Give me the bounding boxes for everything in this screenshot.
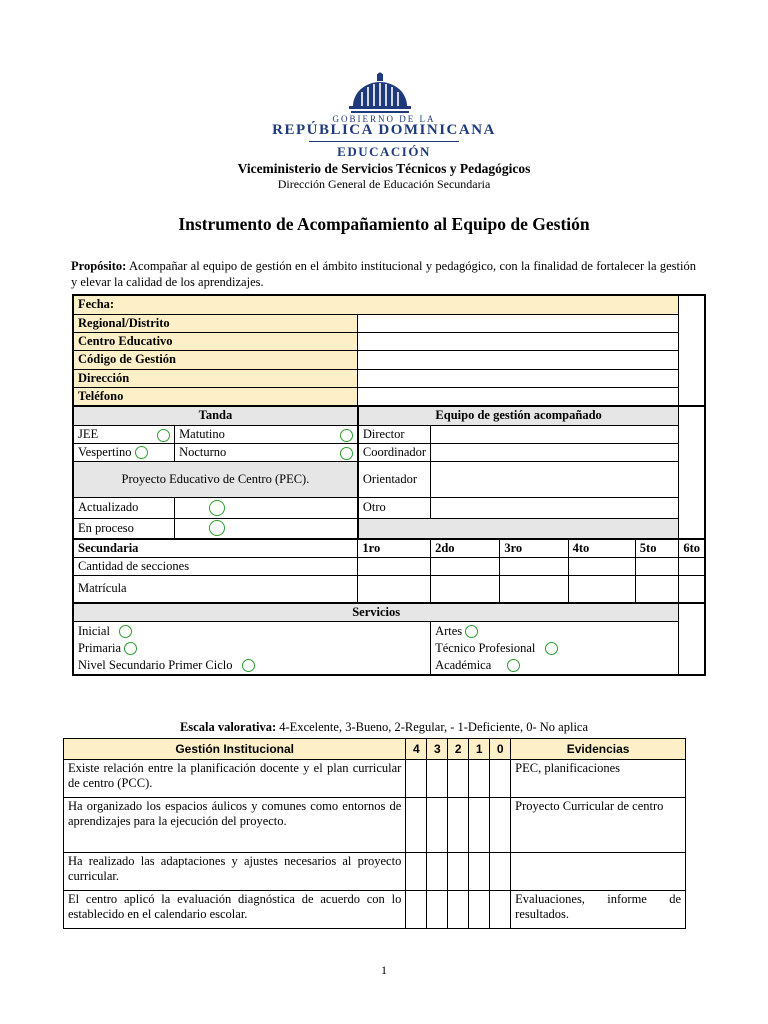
- score-cell[interactable]: [469, 853, 490, 891]
- equipo-orientador-value[interactable]: [431, 461, 679, 497]
- grade-header: 6to: [679, 539, 705, 557]
- servicios-title: Servicios: [73, 603, 679, 621]
- score-cell[interactable]: [490, 760, 511, 798]
- field-centro-value[interactable]: [358, 332, 679, 350]
- scale-label: Escala valorativa:: [179, 720, 277, 734]
- purpose-text: Acompañar al equipo de gestión en el ámbito institucional y pedagógico, con la finalidad de fortalecer la gestión y elevar la calidad de los aprendizajes.: [71, 259, 696, 289]
- field-direccion-label: Dirección: [73, 369, 358, 387]
- servicio-inicial-label: Inicial: [78, 623, 110, 638]
- score-cell[interactable]: [406, 853, 427, 891]
- pec-actualizado-label: Actualizado: [73, 497, 175, 518]
- secciones-cell[interactable]: [679, 557, 705, 575]
- gestion-table: [63, 738, 686, 929]
- scale-text: 4-Excelente, 3-Bueno, 2-Regular, - 1-Deficiente, 0- No aplica: [276, 720, 589, 734]
- radio-circle-icon[interactable]: [340, 447, 353, 460]
- header-gobierno: GOBIERNO DE LA: [332, 114, 436, 124]
- grade-header: 5to: [635, 539, 679, 557]
- evidence-cell[interactable]: [511, 853, 686, 891]
- evidence-cell[interactable]: Proyecto Curricular de centro: [511, 798, 686, 853]
- purpose-label: Propósito:: [71, 259, 127, 273]
- evidence-cell[interactable]: Evaluaciones, informe de resultados.: [511, 891, 686, 929]
- grade-header: 1ro: [358, 539, 431, 557]
- pec-title: Proyecto Educativo de Centro (PEC).: [73, 461, 358, 497]
- tanda-jee[interactable]: [73, 425, 175, 443]
- servicios-right: [431, 621, 679, 675]
- tanda-nocturno[interactable]: [175, 443, 358, 461]
- servicio-nivel-sec-label: Nivel Secundario Primer Ciclo: [78, 657, 233, 672]
- gestion-header: Gestión Institucional: [64, 739, 406, 760]
- radio-circle-icon[interactable]: [135, 446, 148, 459]
- score-header: 4: [406, 739, 427, 760]
- matricula-cell[interactable]: [358, 575, 431, 603]
- header-direccion: Dirección General de Educación Secundaria: [277, 177, 491, 191]
- equipo-otro-value[interactable]: [431, 497, 679, 518]
- government-dome-logo: [349, 72, 411, 114]
- tanda-matutino-label: Matutino: [179, 426, 225, 441]
- grade-header: 4to: [568, 539, 635, 557]
- secciones-cell[interactable]: [431, 557, 500, 575]
- servicio-tecnico-label: Técnico Profesional: [435, 640, 536, 655]
- score-header: 2: [448, 739, 469, 760]
- tanda-jee-label: JEE: [78, 426, 99, 441]
- servicio-primaria-label: Primaria: [78, 640, 122, 655]
- secciones-cell[interactable]: [568, 557, 635, 575]
- header-republica: REPÚBLICA DOMINICANA: [272, 122, 496, 138]
- field-regional-label: Regional/Distrito: [73, 314, 358, 332]
- servicio-artes-label: Artes: [435, 623, 463, 638]
- tanda-matutino[interactable]: [175, 425, 358, 443]
- score-cell[interactable]: [406, 760, 427, 798]
- radio-circle-icon[interactable]: [124, 642, 137, 655]
- score-cell[interactable]: [469, 798, 490, 853]
- info-table: [72, 294, 706, 676]
- equipo-otro-label: Otro: [358, 497, 431, 518]
- equipo-orientador-label: Orientador: [358, 461, 431, 497]
- field-fecha[interactable]: Fecha:: [73, 295, 679, 314]
- equipo-title: Equipo de gestión acompañado: [358, 406, 679, 425]
- servicios-left: [73, 621, 431, 675]
- score-header: 0: [490, 739, 511, 760]
- tanda-title: Tanda: [73, 406, 358, 425]
- matricula-label: Matrícula: [73, 575, 358, 603]
- score-header: 3: [427, 739, 448, 760]
- header-divider: [309, 141, 459, 142]
- matricula-cell[interactable]: [431, 575, 500, 603]
- score-cell[interactable]: [406, 891, 427, 929]
- gestion-item: Existe relación entre la planificación docente y el plan curricular de centro (PCC).: [64, 760, 406, 798]
- matricula-cell[interactable]: [500, 575, 568, 603]
- secciones-cell[interactable]: [635, 557, 679, 575]
- header-educacion: EDUCACIÓN: [337, 144, 431, 159]
- score-cell[interactable]: [427, 798, 448, 853]
- tanda-nocturno-label: Nocturno: [179, 444, 227, 459]
- field-telefono-label: Teléfono: [73, 387, 358, 406]
- page-number: 1: [381, 963, 387, 977]
- evidence-cell[interactable]: PEC, planificaciones: [511, 760, 686, 798]
- secciones-cell[interactable]: [500, 557, 568, 575]
- matricula-cell[interactable]: [568, 575, 635, 603]
- score-cell[interactable]: [427, 853, 448, 891]
- radio-circle-icon[interactable]: [209, 520, 225, 536]
- equipo-director-label: Director: [358, 425, 431, 443]
- score-cell[interactable]: [469, 760, 490, 798]
- field-telefono-value[interactable]: [358, 387, 679, 406]
- evidencias-header: Evidencias: [511, 739, 686, 760]
- tanda-vespertino[interactable]: [73, 443, 175, 461]
- field-direccion-value[interactable]: [358, 369, 679, 387]
- score-cell[interactable]: [427, 760, 448, 798]
- score-cell[interactable]: [448, 760, 469, 798]
- score-cell[interactable]: [469, 891, 490, 929]
- scale-legend: [0, 720, 768, 735]
- radio-circle-icon[interactable]: [545, 642, 558, 655]
- pec-en-proceso-label: En proceso: [73, 518, 175, 539]
- equipo-director-value[interactable]: [431, 425, 679, 443]
- field-codigo-value[interactable]: [358, 350, 679, 369]
- radio-circle-icon[interactable]: [119, 625, 132, 638]
- score-cell[interactable]: [448, 798, 469, 853]
- score-header: 1: [469, 739, 490, 760]
- radio-circle-icon[interactable]: [340, 429, 353, 442]
- gestion-item: El centro aplicó la evaluación diagnóstica de acuerdo con lo establecido en el calendario escolar.: [64, 891, 406, 929]
- header-viceministerio: Viceministerio de Servicios Técnicos y Pedagógicos: [237, 161, 531, 176]
- score-cell[interactable]: [448, 853, 469, 891]
- score-cell[interactable]: [490, 891, 511, 929]
- radio-circle-icon[interactable]: [242, 659, 255, 672]
- document-title: Instrumento de Acompañamiento al Equipo de Gestión: [178, 214, 590, 234]
- radio-circle-icon[interactable]: [507, 659, 520, 672]
- matricula-cell[interactable]: [679, 575, 705, 603]
- gestion-item: Ha realizado las adaptaciones y ajustes necesarios al proyecto curricular.: [64, 853, 406, 891]
- pec-actualizado-option[interactable]: [175, 497, 358, 518]
- equipo-blank-row: [358, 518, 679, 539]
- field-regional-value[interactable]: [358, 314, 679, 332]
- equipo-coordinador-value[interactable]: [431, 443, 679, 461]
- score-cell[interactable]: [490, 853, 511, 891]
- pec-en-proceso-option[interactable]: [175, 518, 358, 539]
- gestion-item: Ha organizado los espacios áulicos y comunes como entornos de aprendizajes para la ejecución del proyecto.: [64, 798, 406, 853]
- score-cell[interactable]: [490, 798, 511, 853]
- field-codigo-label: Código de Gestión: [73, 350, 358, 369]
- secciones-label: Cantidad de secciones: [73, 557, 358, 575]
- purpose-paragraph: [71, 258, 696, 290]
- score-cell[interactable]: [406, 798, 427, 853]
- grade-header: 3ro: [500, 539, 568, 557]
- score-cell[interactable]: [427, 891, 448, 929]
- radio-circle-icon[interactable]: [209, 500, 225, 516]
- equipo-coordinador-label: Coordinador: [358, 443, 431, 461]
- matricula-cell[interactable]: [635, 575, 679, 603]
- radio-circle-icon[interactable]: [157, 429, 170, 442]
- field-centro-label: Centro Educativo: [73, 332, 358, 350]
- score-cell[interactable]: [448, 891, 469, 929]
- radio-circle-icon[interactable]: [465, 625, 478, 638]
- secciones-cell[interactable]: [358, 557, 431, 575]
- grade-header: 2do: [431, 539, 500, 557]
- servicio-academica-label: Académica: [435, 657, 492, 672]
- tanda-vespertino-label: Vespertino: [78, 444, 132, 459]
- secundaria-label: Secundaria: [73, 539, 358, 557]
